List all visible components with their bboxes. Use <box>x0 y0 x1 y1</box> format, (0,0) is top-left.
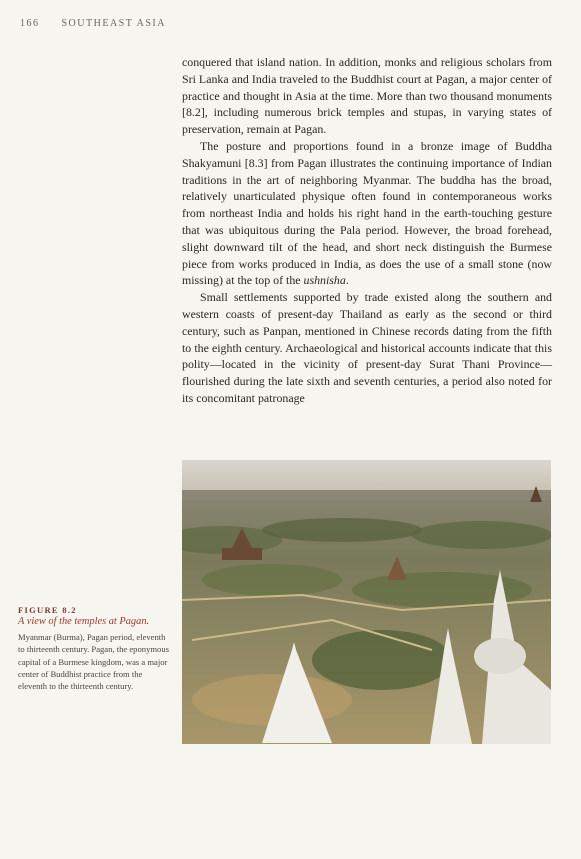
section-title: SOUTHEAST ASIA <box>61 18 166 29</box>
body-text <box>182 54 552 407</box>
figure-caption-text: Myanmar (Burma), Pagan period, eleventh to thirteenth century. Pagan, the eponymous capital of a Burmese kingdom, was a major center of Buddhist practice from the eleventh to the thirteenth century. <box>18 631 169 692</box>
running-head <box>20 18 166 29</box>
page-number: 166 <box>20 18 40 29</box>
figure-label: FIGURE 8.2 <box>18 605 77 615</box>
paragraph-2-text: The posture and proportions found in a bronze image of Buddha Shakyamuni [8.3] from Pagan illustrates the continuing importance of Indian traditions in the art of neighboring Myanmar. The buddha has the broad, relatively unarticulated physique often found in contemporaneous works from northeast India and holds his right hand in the earth-touching gesture that was ubiquitous during the Pala period. However, the broad forehead, slight downward tilt of the head, and short neck distinguish the Burmese piece from works produced in India, as does the use of a small stone (now missing) at the top of the <box>182 138 552 288</box>
figure-caption <box>18 604 173 693</box>
paragraph-3: Small settlements supported by trade existed along the southern and western coasts of present-day Thailand as early as the second or third century, such as Panpan, mentioned in Chinese records dating from the fifth to the eighth century. Archaeological and historical accounts indicate that this polity—located in the vicinity of present-day Surat Thani Province—flourished during the late sixth and seventh centuries, a period also noted for its concomitant patronage <box>182 290 552 405</box>
ushnisha-term: ushnisha <box>303 273 346 288</box>
paragraph-2 <box>182 138 552 289</box>
pagan-temples-photo <box>182 460 551 744</box>
paragraph-2-end: . <box>345 273 349 288</box>
paragraph-1: conquered that island nation. In addition, monks and religious scholars from Sri Lanka and India traveled to the Buddhist court at Pagan, a major center of practice and thought in Asia at the time. More than two thousand monuments [8.2], including numerous brick temples and stupas, in varying states of preservation, remain at Pagan. <box>182 55 552 137</box>
figure-title: A view of the temples at Pagan. <box>18 616 150 628</box>
figure-8-2-photo <box>182 460 551 744</box>
